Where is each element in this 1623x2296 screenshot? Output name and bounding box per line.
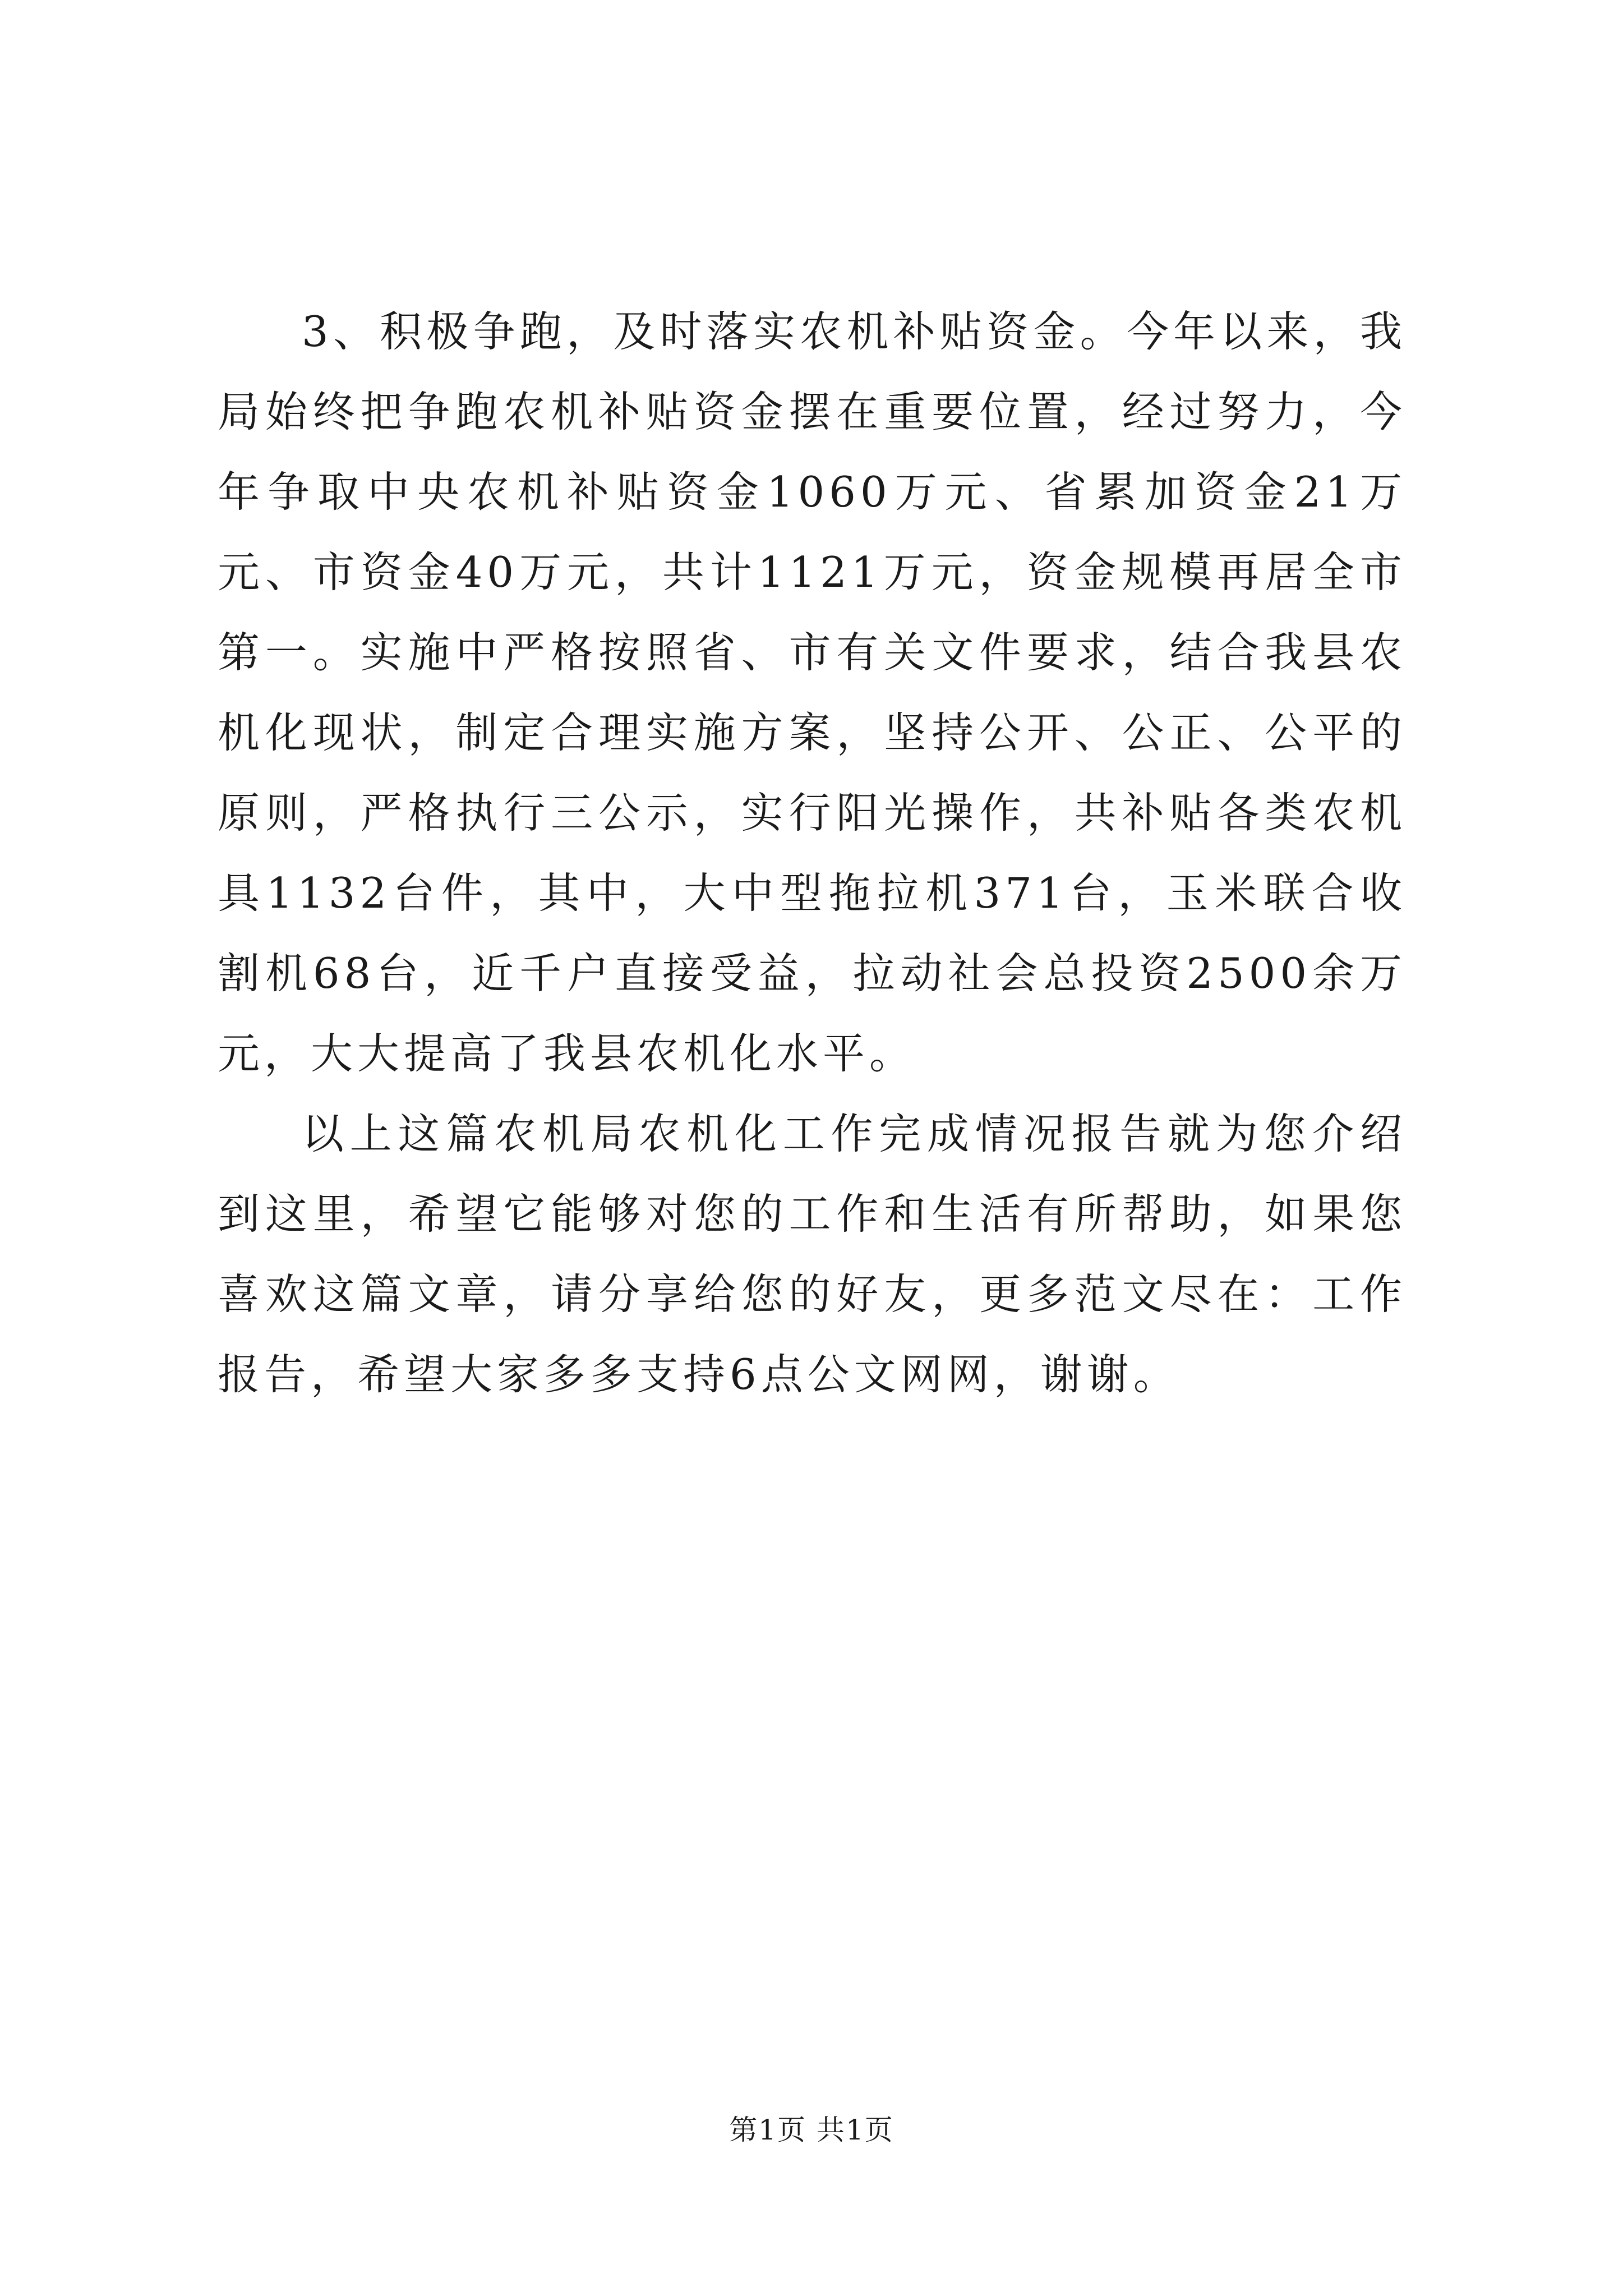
- document-body: [218, 292, 1407, 1415]
- paragraph-closing-note: 以上这篇农机局农机化工作完成情况报告就为您介绍到这里，希望它能够对您的工作和生活有所帮助，如果您喜欢这篇文章，请分享给您的好友，更多范文尽在：工作报告，希望大家多多支持6点公文网网，谢谢。: [218, 1109, 1407, 1399]
- paragraph-subsidy-funds: 3、积极争跑，及时落实农机补贴资金。今年以来，我局始终把争跑农机补贴资金摆在重要位置，经过努力，今年争取中央农机补贴资金1060万元、省累加资金21万元、市资金40万元，共计1121万元，资金规模再居全市第一。实施中严格按照省、市有关文件要求，结合我县农机化现状，制定合理实施方案，坚持公开、公正、公平的原则，严格执行三公示，实行阳光操作，共补贴各类农机具1132台件，其中，大中型拖拉机371台，玉米联合收割机68台，近千户直接受益，拉动社会总投资2500余万元，大大提高了我县农机化水平。: [218, 307, 1407, 1078]
- page-number-footer: 第1页 共1页: [729, 2114, 894, 2146]
